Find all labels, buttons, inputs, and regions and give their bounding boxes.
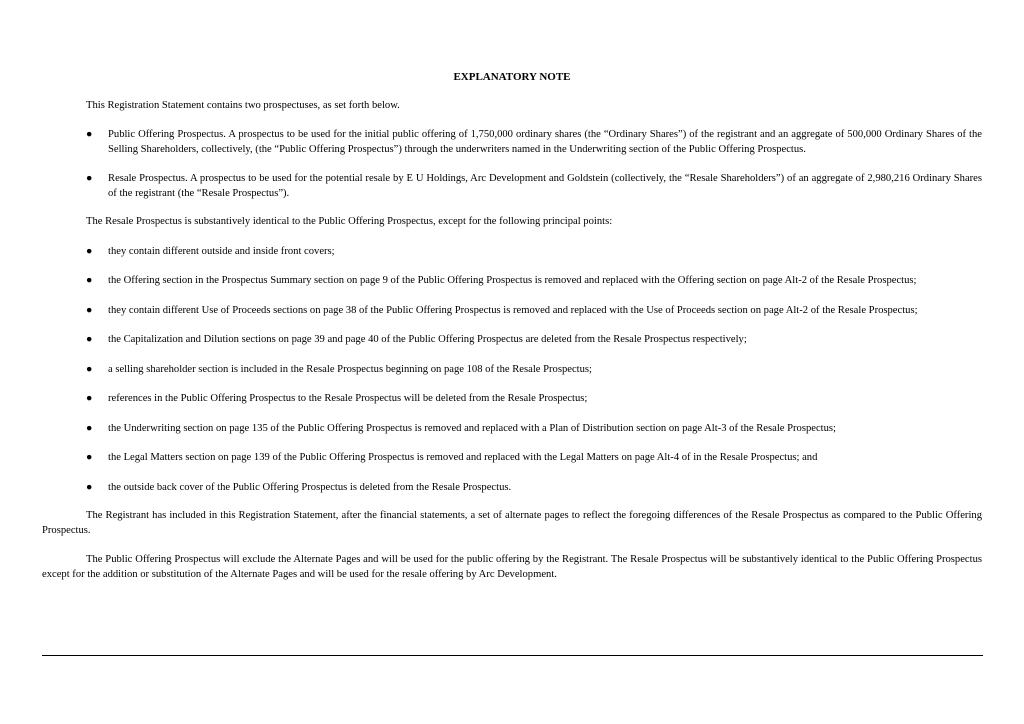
differences-list <box>42 245 982 496</box>
list-item <box>42 245 982 260</box>
list-item-text: Resale Prospectus. A prospectus to be used for the potential resale by E U Holdings, Arc Development and Goldstein (collectively, the “Resale Shareholders”) of an aggregate of 2,980,216 Ordinary Shares of the registrant (the “Resale Prospectus”). <box>108 173 982 199</box>
bullet-icon: ● <box>86 452 93 463</box>
document-page <box>42 70 982 582</box>
list-item <box>42 274 982 289</box>
closing-paragraph-alternate-pages: The Registrant has included in this Registration Statement, after the financial statements, a set of alternate pages to reflect the foregoing differences of the Resale Prospectus as compared to the Public Offering Prospectus. <box>42 510 982 536</box>
list-item-text: Public Offering Prospectus. A prospectus to be used for the initial public offering of 1,750,000 ordinary shares (the “Ordinary Shares”) of the registrant and an aggregate of 500,000 Ordinary Shares of the Selling Shareholders, collectively, (the “Public Offering Prospectus”) through the underwriters named in the Underwriting section of the Public Offering Prospectus. <box>108 129 982 155</box>
closing-paragraph-usage: The Public Offering Prospectus will exclude the Alternate Pages and will be used for the public offering by the Registrant. The Resale Prospectus will be substantively identical to the Public Offering Prospectus except for the addition or substitution of the Alternate Pages and will be used for the resale offering by Arc Development. <box>42 554 982 580</box>
list-item <box>42 451 982 466</box>
list-item-text: they contain different outside and inside front covers; <box>108 245 335 257</box>
list-item <box>42 304 982 319</box>
intro-paragraph: This Registration Statement contains two prospectuses, as set forth below. <box>86 99 400 111</box>
list-item-text: the Offering section in the Prospectus Summary section on page 9 of the Public Offering Prospectus is removed and replaced with the Offering section on page Alt-2 of the Resale Prospectus; <box>108 275 917 286</box>
bullet-icon: ● <box>86 173 93 184</box>
list-item <box>42 392 982 407</box>
list-item <box>42 128 982 157</box>
bullet-icon: ● <box>86 481 93 493</box>
bullet-icon: ● <box>86 363 93 375</box>
list-item <box>42 172 982 201</box>
bullet-icon: ● <box>86 393 93 404</box>
list-item-text: the outside back cover of the Public Offering Prospectus is deleted from the Resale Prospectus. <box>108 481 512 493</box>
footer-divider <box>42 655 983 656</box>
list-item <box>42 333 982 348</box>
bullet-icon: ● <box>86 334 93 345</box>
bullet-icon: ● <box>86 129 93 140</box>
list-item-text: the Underwriting section on page 135 of the Public Offering Prospectus is removed and replaced with a Plan of Distribution section on page Alt-3 of the Resale Prospectus; <box>108 422 836 434</box>
bullet-icon: ● <box>86 245 93 257</box>
list-item-text: they contain different Use of Proceeds sections on page 38 of the Public Offering Prospectus is removed and replaced with the Use of Proceeds section on page Alt-2 of the Resale Prospectus; <box>108 304 918 316</box>
list-item-text: a selling shareholder section is included in the Resale Prospectus beginning on page 108 of the Resale Prospectus; <box>108 363 592 375</box>
prospectus-list <box>42 128 982 201</box>
bullet-icon: ● <box>86 275 93 286</box>
page-title: EXPLANATORY NOTE <box>453 71 571 83</box>
list-item <box>42 363 982 378</box>
list-item <box>42 422 982 437</box>
list-item-text: references in the Public Offering Prospectus to the Resale Prospectus will be deleted from the Resale Prospectus; <box>108 393 588 404</box>
list-item-text: the Legal Matters section on page 139 of the Public Offering Prospectus is removed and replaced with the Legal Matters on page Alt-4 of in the Resale Prospectus; and <box>108 452 818 463</box>
differences-intro: The Resale Prospectus is substantively identical to the Public Offering Prospectus, except for the following principal points: <box>86 216 613 227</box>
list-item <box>42 481 982 496</box>
bullet-icon: ● <box>86 422 93 434</box>
list-item-text: the Capitalization and Dilution sections on page 39 and page 40 of the Public Offering Prospectus are deleted from the Resale Prospectus respectively; <box>108 334 747 345</box>
bullet-icon: ● <box>86 304 93 316</box>
